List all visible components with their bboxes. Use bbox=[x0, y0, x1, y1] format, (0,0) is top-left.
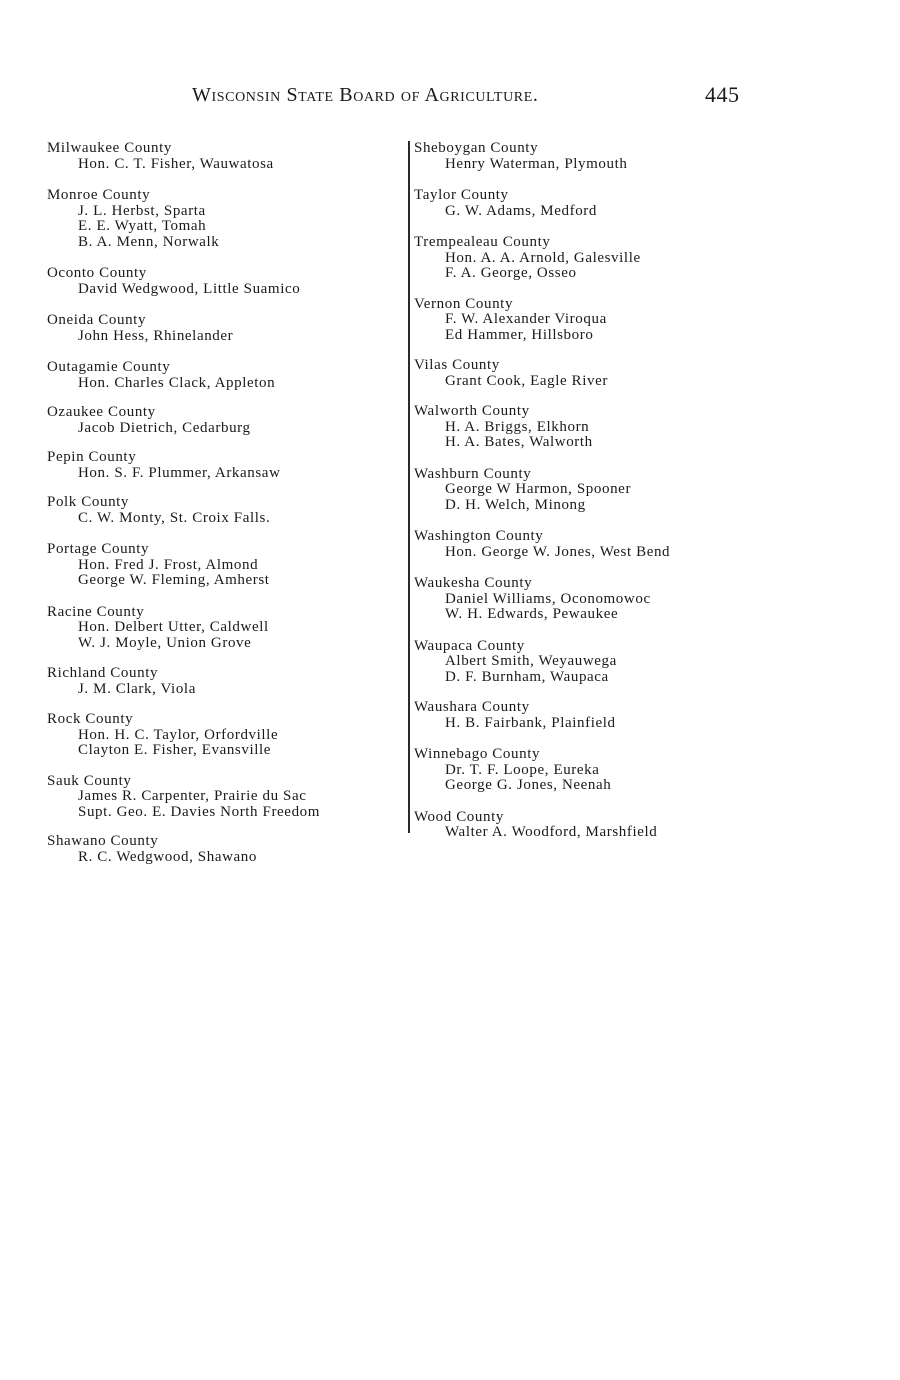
county-entry bbox=[414, 235, 774, 282]
page-number: 445 bbox=[705, 82, 740, 107]
county-entry bbox=[47, 450, 407, 481]
county-entry bbox=[47, 712, 407, 759]
member-name: Walter A. Woodford, Marshfield bbox=[445, 824, 658, 840]
column-divider bbox=[408, 141, 410, 833]
county-name: Wood County bbox=[414, 808, 504, 825]
member-name: Hon. George W. Jones, West Bend bbox=[445, 543, 671, 560]
member-name: Hon. H. C. Taylor, Orfordville bbox=[78, 726, 279, 743]
county-entry bbox=[414, 700, 774, 731]
county-name: Pepin County bbox=[47, 449, 137, 465]
member-name: Hon. Charles Clack, Appleton bbox=[78, 374, 276, 391]
member-name: Hon. Delbert Utter, Caldwell bbox=[78, 619, 269, 635]
member-name: Albert Smith, Weyauwega bbox=[445, 653, 617, 669]
member-name: G. W. Adams, Medford bbox=[445, 202, 597, 219]
county-entry bbox=[47, 313, 407, 344]
county-entry bbox=[47, 605, 407, 652]
member-name: Grant Cook, Eagle River bbox=[445, 372, 608, 389]
member-name: Supt. Geo. E. Davies North Freedom bbox=[78, 803, 321, 820]
county-entry bbox=[47, 405, 407, 436]
right-column bbox=[414, 141, 774, 841]
county-entry bbox=[414, 529, 774, 560]
county-entry bbox=[47, 495, 407, 526]
county-entry bbox=[47, 774, 407, 821]
county-entry bbox=[414, 467, 774, 514]
county-name: Washburn County bbox=[414, 465, 532, 482]
member-name: Ed Hammer, Hillsboro bbox=[445, 326, 594, 343]
county-name: Oconto County bbox=[47, 265, 147, 281]
county-entry bbox=[47, 360, 407, 391]
county-name: Racine County bbox=[47, 603, 145, 620]
member-name: H. B. Fairbank, Plainfield bbox=[445, 714, 616, 731]
county-entry bbox=[47, 141, 407, 172]
county-entry bbox=[47, 834, 407, 865]
county-entry bbox=[414, 404, 774, 451]
member-name: H. A. Bates, Walworth bbox=[445, 434, 593, 450]
county-name: Sheboygan County bbox=[414, 140, 539, 156]
county-entry bbox=[414, 141, 774, 172]
county-entry bbox=[414, 358, 774, 389]
county-name: Rock County bbox=[47, 711, 134, 727]
member-name: Henry Waterman, Plymouth bbox=[445, 155, 628, 172]
member-name: D. F. Burnham, Waupaca bbox=[445, 668, 609, 685]
county-name: Monroe County bbox=[47, 187, 151, 203]
member-name: R. C. Wedgwood, Shawano bbox=[78, 848, 257, 865]
county-name: Ozaukee County bbox=[47, 404, 156, 420]
county-name: Polk County bbox=[47, 494, 130, 510]
county-name: Oneida County bbox=[47, 312, 147, 328]
member-name: D. H. Welch, Minong bbox=[445, 496, 586, 513]
member-name: John Hess, Rhinelander bbox=[78, 327, 234, 344]
page-header bbox=[0, 78, 900, 114]
member-name: W. H. Edwards, Pewaukee bbox=[445, 606, 619, 622]
county-entry bbox=[414, 297, 774, 344]
county-name: Sauk County bbox=[47, 772, 132, 789]
county-name: Waupaca County bbox=[414, 637, 525, 654]
member-name: Hon. S. F. Plummer, Arkansaw bbox=[78, 464, 281, 481]
member-name: J. L. Herbst, Sparta bbox=[78, 202, 206, 219]
county-entry bbox=[414, 576, 774, 623]
running-title: Wisconsin State Board of Agriculture. bbox=[192, 84, 539, 106]
county-name: Waushara County bbox=[414, 699, 530, 715]
member-name: W. J. Moyle, Union Grove bbox=[78, 634, 252, 651]
county-entry bbox=[414, 188, 774, 219]
member-name: Daniel Williams, Oconomowoc bbox=[445, 590, 651, 607]
member-name: B. A. Menn, Norwalk bbox=[78, 233, 220, 250]
county-name: Outagamie County bbox=[47, 359, 171, 375]
member-name: Clayton E. Fisher, Evansville bbox=[78, 742, 272, 758]
county-name: Walworth County bbox=[414, 403, 530, 419]
member-name: George W. Fleming, Amherst bbox=[78, 572, 270, 588]
member-name: H. A. Briggs, Elkhorn bbox=[445, 418, 590, 435]
member-name: Dr. T. F. Loope, Eureka bbox=[445, 761, 600, 778]
county-name: Washington County bbox=[414, 528, 544, 544]
left-column bbox=[47, 141, 407, 865]
member-name: C. W. Monty, St. Croix Falls. bbox=[78, 509, 271, 526]
member-name: Hon. C. T. Fisher, Wauwatosa bbox=[78, 155, 274, 172]
member-name: David Wedgwood, Little Suamico bbox=[78, 280, 301, 297]
county-name: Vilas County bbox=[414, 357, 500, 373]
county-name: Vernon County bbox=[414, 295, 514, 312]
county-name: Richland County bbox=[47, 665, 159, 681]
county-name: Waukesha County bbox=[414, 575, 533, 591]
county-entry bbox=[47, 666, 407, 697]
member-name: Jacob Dietrich, Cedarburg bbox=[78, 419, 251, 436]
county-name: Taylor County bbox=[414, 187, 509, 203]
county-entry bbox=[414, 810, 774, 841]
county-entry bbox=[414, 639, 774, 686]
county-entry bbox=[47, 266, 407, 297]
member-name: Hon. A. A. Arnold, Galesville bbox=[445, 249, 641, 266]
county-name: Portage County bbox=[47, 541, 150, 557]
county-entry bbox=[47, 188, 407, 250]
member-name: F. A. George, Osseo bbox=[445, 265, 577, 281]
member-name: F. W. Alexander Viroqua bbox=[445, 311, 607, 327]
member-name: E. E. Wyatt, Tomah bbox=[78, 218, 207, 234]
county-entry bbox=[47, 542, 407, 589]
county-name: Winnebago County bbox=[414, 746, 541, 762]
county-entry bbox=[414, 747, 774, 794]
member-name: George W Harmon, Spooner bbox=[445, 481, 632, 497]
member-name: George G. Jones, Neenah bbox=[445, 777, 612, 793]
county-name: Shawano County bbox=[47, 833, 159, 849]
county-name: Trempealeau County bbox=[414, 234, 551, 250]
member-name: Hon. Fred J. Frost, Almond bbox=[78, 556, 259, 573]
member-name: J. M. Clark, Viola bbox=[78, 680, 196, 697]
member-name: James R. Carpenter, Prairie du Sac bbox=[78, 788, 307, 804]
county-name: Milwaukee County bbox=[47, 140, 173, 156]
